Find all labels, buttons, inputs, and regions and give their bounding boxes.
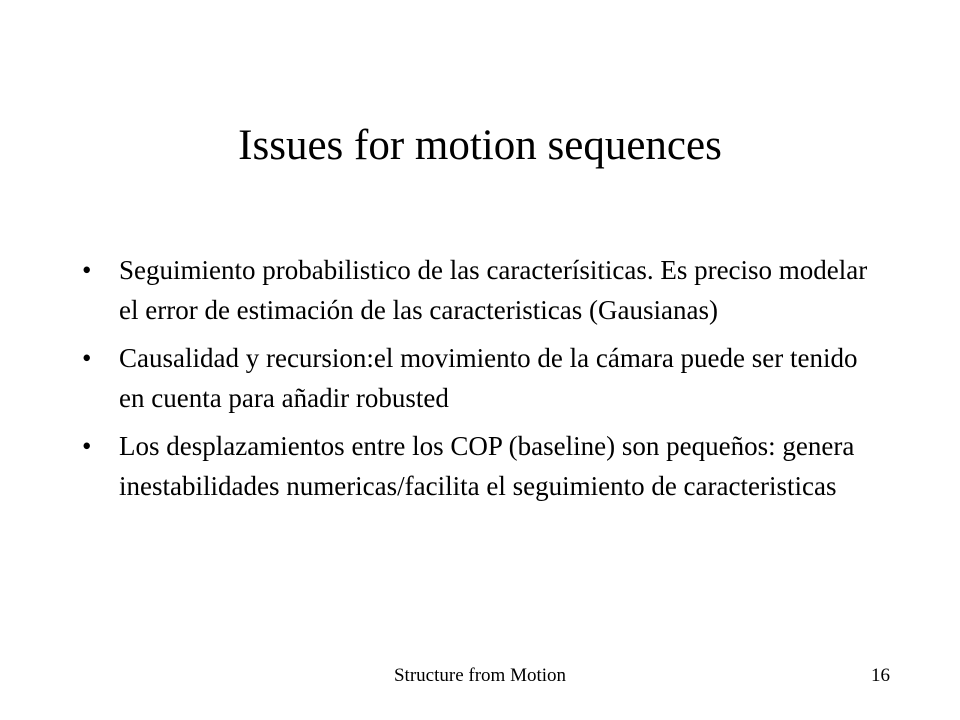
bullet-marker: • xyxy=(82,431,92,461)
bullet-item xyxy=(82,250,872,330)
bullet-text: Los desplazamientos entre los COP (baseline) son pequeños: genera inestabilidades numericas/facilita el seguimiento de caracteristicas xyxy=(119,431,855,501)
bullet-list xyxy=(82,250,872,514)
bullet-item xyxy=(82,426,872,506)
bullet-marker: • xyxy=(82,343,92,373)
footer-label: Structure from Motion xyxy=(393,665,567,686)
bullet-text: Seguimiento probabilistico de las caracterísiticas. Es preciso modelar el error de estimación de las caracteristicas (Gausianas) xyxy=(119,255,868,325)
page-number: 16 xyxy=(871,665,890,686)
bullet-item xyxy=(82,338,872,418)
slide-title: Issues for motion sequences xyxy=(238,122,722,169)
bullet-marker: • xyxy=(82,255,92,285)
bullet-text: Causalidad y recursion:el movimiento de la cámara puede ser tenido en cuenta para añadir robusted xyxy=(119,343,858,413)
